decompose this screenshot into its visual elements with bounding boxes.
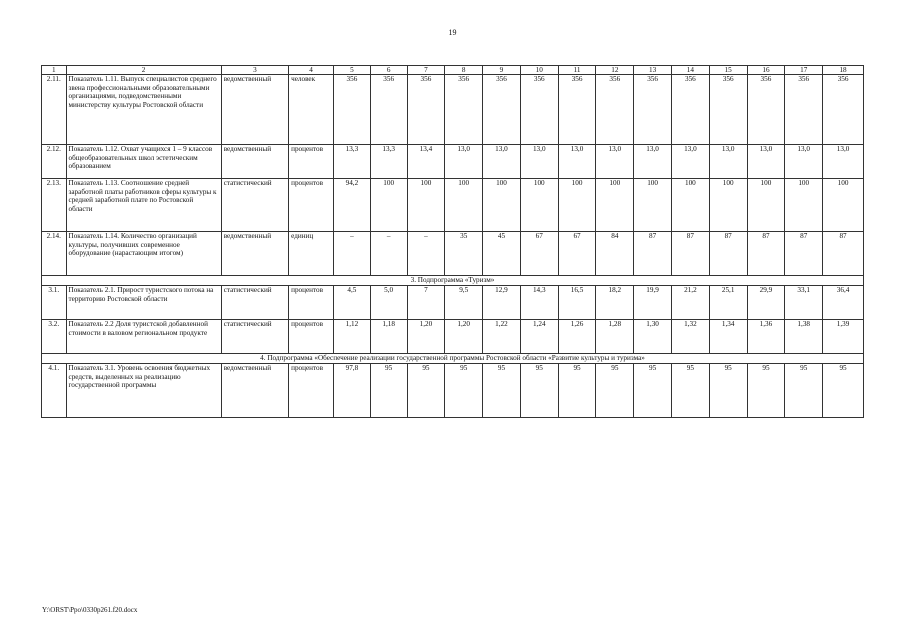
value-cell: 87 [671, 232, 709, 276]
value-cell: 13,0 [634, 145, 672, 179]
value-cell: 9,5 [445, 286, 483, 320]
value-cell: 100 [596, 179, 634, 232]
value-cell: 36,4 [823, 286, 864, 320]
value-cell: 13,0 [709, 145, 747, 179]
value-cell: – [407, 232, 445, 276]
value-cell: – [334, 232, 371, 276]
value-cell: 356 [709, 75, 747, 145]
row-number: 3.1. [42, 286, 67, 320]
value-cell: 87 [709, 232, 747, 276]
value-cell: 100 [671, 179, 709, 232]
table-row [42, 320, 864, 354]
value-cell: 87 [747, 232, 785, 276]
value-cell: 95 [596, 364, 634, 418]
indicator-type: статистический [221, 179, 288, 232]
value-cell: 1,24 [520, 320, 558, 354]
value-cell: 356 [558, 75, 596, 145]
value-cell: 356 [334, 75, 371, 145]
indicator-type: ведомственный [221, 232, 288, 276]
value-cell: 95 [558, 364, 596, 418]
page-number: 19 [448, 28, 457, 37]
column-header: 3 [221, 66, 288, 75]
value-cell: 100 [445, 179, 483, 232]
value-cell: 1,28 [596, 320, 634, 354]
value-cell: 67 [558, 232, 596, 276]
value-cell: 100 [558, 179, 596, 232]
column-header: 2 [66, 66, 221, 75]
indicator-name: Показатель 3.1. Уровень освоения бюджетных средств, выделенных на реализацию государственной программы [66, 364, 221, 418]
value-cell: 35 [445, 232, 483, 276]
value-cell: 19,9 [634, 286, 672, 320]
value-cell: 356 [596, 75, 634, 145]
value-cell: 84 [596, 232, 634, 276]
value-cell: 95 [785, 364, 823, 418]
value-cell: 356 [634, 75, 672, 145]
column-header: 10 [520, 66, 558, 75]
value-cell: 100 [785, 179, 823, 232]
value-cell: 1,12 [334, 320, 371, 354]
table-row [42, 232, 864, 276]
value-cell: 356 [483, 75, 521, 145]
row-number: 2.13. [42, 179, 67, 232]
unit: процентов [289, 364, 334, 418]
column-header: 9 [483, 66, 521, 75]
column-header: 12 [596, 66, 634, 75]
value-cell: 1,34 [709, 320, 747, 354]
table-row [42, 286, 864, 320]
indicator-name: Показатель 1.11. Выпуск специалистов среднего звена профессиональными образовательными организациями, подведомственными министерству культуры Ростовской области [66, 75, 221, 145]
row-number: 4.1. [42, 364, 67, 418]
value-cell: 1,20 [445, 320, 483, 354]
table-row [42, 75, 864, 145]
value-cell: 100 [483, 179, 521, 232]
indicator-name: Показатель 2.2 Доля туристской добавленной стоимости в валовом региональном продукте [66, 320, 221, 354]
value-cell: 33,1 [785, 286, 823, 320]
column-header: 18 [823, 66, 864, 75]
value-cell: – [370, 232, 407, 276]
column-header: 16 [747, 66, 785, 75]
indicator-type: статистический [221, 320, 288, 354]
value-cell: 13,0 [747, 145, 785, 179]
indicator-name: Показатель 1.14. Количество организаций культуры, получивших современное оборудование (нарастающим итогом) [66, 232, 221, 276]
value-cell: 95 [823, 364, 864, 418]
column-header: 1 [42, 66, 67, 75]
value-cell: 1,20 [407, 320, 445, 354]
section-title: 3. Подпрограмма «Туризм» [42, 276, 864, 286]
value-cell: 13,0 [483, 145, 521, 179]
value-cell: 356 [823, 75, 864, 145]
value-cell: 356 [785, 75, 823, 145]
value-cell: 13,0 [558, 145, 596, 179]
value-cell: 100 [407, 179, 445, 232]
indicator-name: Показатель 1.12. Охват учащихся 1 – 9 классов общеобразовательных школ эстетическим образованием [66, 145, 221, 179]
column-header: 4 [289, 66, 334, 75]
indicator-name: Показатель 2.1. Прирост туристского потока на территорию Ростовской области [66, 286, 221, 320]
value-cell: 13,0 [823, 145, 864, 179]
value-cell: 356 [370, 75, 407, 145]
indicator-type: ведомственный [221, 75, 288, 145]
column-header: 6 [370, 66, 407, 75]
unit: процентов [289, 320, 334, 354]
value-cell: 13,0 [596, 145, 634, 179]
value-cell: 5,0 [370, 286, 407, 320]
row-number: 2.14. [42, 232, 67, 276]
value-cell: 100 [823, 179, 864, 232]
value-cell: 16,5 [558, 286, 596, 320]
value-cell: 25,1 [709, 286, 747, 320]
unit: процентов [289, 179, 334, 232]
value-cell: 95 [747, 364, 785, 418]
value-cell: 1,18 [370, 320, 407, 354]
value-cell: 13,3 [334, 145, 371, 179]
value-cell: 356 [445, 75, 483, 145]
column-header: 11 [558, 66, 596, 75]
value-cell: 1,32 [671, 320, 709, 354]
footer-file-path: Y:\ORST\Ppo\0330p261.f20.docx [42, 606, 138, 614]
value-cell: 13,3 [370, 145, 407, 179]
value-cell: 95 [370, 364, 407, 418]
column-header: 8 [445, 66, 483, 75]
table-row [42, 364, 864, 418]
section-title: 4. Подпрограмма «Обеспечение реализации государственной программы Ростовской области «Развитие культуры и туризма» [42, 354, 864, 364]
table-row [42, 179, 864, 232]
value-cell: 1,30 [634, 320, 672, 354]
value-cell: 45 [483, 232, 521, 276]
table-row [42, 145, 864, 179]
indicators-table [41, 65, 864, 418]
value-cell: 100 [370, 179, 407, 232]
value-cell: 87 [634, 232, 672, 276]
unit: человек [289, 75, 334, 145]
value-cell: 21,2 [671, 286, 709, 320]
header-row [42, 66, 864, 75]
value-cell: 100 [634, 179, 672, 232]
indicator-name: Показатель 1.13. Соотношение средней заработной платы работников сферы культуры к средней заработной плате по Ростовской области [66, 179, 221, 232]
value-cell: 18,2 [596, 286, 634, 320]
value-cell: 95 [634, 364, 672, 418]
value-cell: 13,0 [520, 145, 558, 179]
value-cell: 12,9 [483, 286, 521, 320]
section-row [42, 354, 864, 364]
value-cell: 100 [709, 179, 747, 232]
value-cell: 4,5 [334, 286, 371, 320]
indicator-type: статистический [221, 286, 288, 320]
value-cell: 95 [483, 364, 521, 418]
value-cell: 13,0 [785, 145, 823, 179]
unit: процентов [289, 145, 334, 179]
column-header: 13 [634, 66, 672, 75]
value-cell: 67 [520, 232, 558, 276]
value-cell: 356 [747, 75, 785, 145]
value-cell: 1,38 [785, 320, 823, 354]
value-cell: 100 [747, 179, 785, 232]
value-cell: 13,0 [445, 145, 483, 179]
column-header: 17 [785, 66, 823, 75]
value-cell: 95 [520, 364, 558, 418]
row-number: 2.12. [42, 145, 67, 179]
value-cell: 356 [520, 75, 558, 145]
value-cell: 87 [823, 232, 864, 276]
value-cell: 29,9 [747, 286, 785, 320]
value-cell: 1,39 [823, 320, 864, 354]
value-cell: 100 [520, 179, 558, 232]
value-cell: 94,2 [334, 179, 371, 232]
value-cell: 95 [709, 364, 747, 418]
row-number: 3.2. [42, 320, 67, 354]
value-cell: 95 [407, 364, 445, 418]
value-cell: 14,3 [520, 286, 558, 320]
value-cell: 95 [445, 364, 483, 418]
column-header: 14 [671, 66, 709, 75]
value-cell: 1,22 [483, 320, 521, 354]
value-cell: 1,36 [747, 320, 785, 354]
value-cell: 13,0 [671, 145, 709, 179]
value-cell: 97,8 [334, 364, 371, 418]
indicator-type: ведомственный [221, 364, 288, 418]
indicator-type: ведомственный [221, 145, 288, 179]
value-cell: 7 [407, 286, 445, 320]
unit: единиц [289, 232, 334, 276]
value-cell: 13,4 [407, 145, 445, 179]
value-cell: 1,26 [558, 320, 596, 354]
section-row [42, 276, 864, 286]
value-cell: 95 [671, 364, 709, 418]
column-header: 5 [334, 66, 371, 75]
row-number: 2.11. [42, 75, 67, 145]
value-cell: 356 [671, 75, 709, 145]
value-cell: 356 [407, 75, 445, 145]
value-cell: 87 [785, 232, 823, 276]
unit: процентов [289, 286, 334, 320]
column-header: 15 [709, 66, 747, 75]
column-header: 7 [407, 66, 445, 75]
